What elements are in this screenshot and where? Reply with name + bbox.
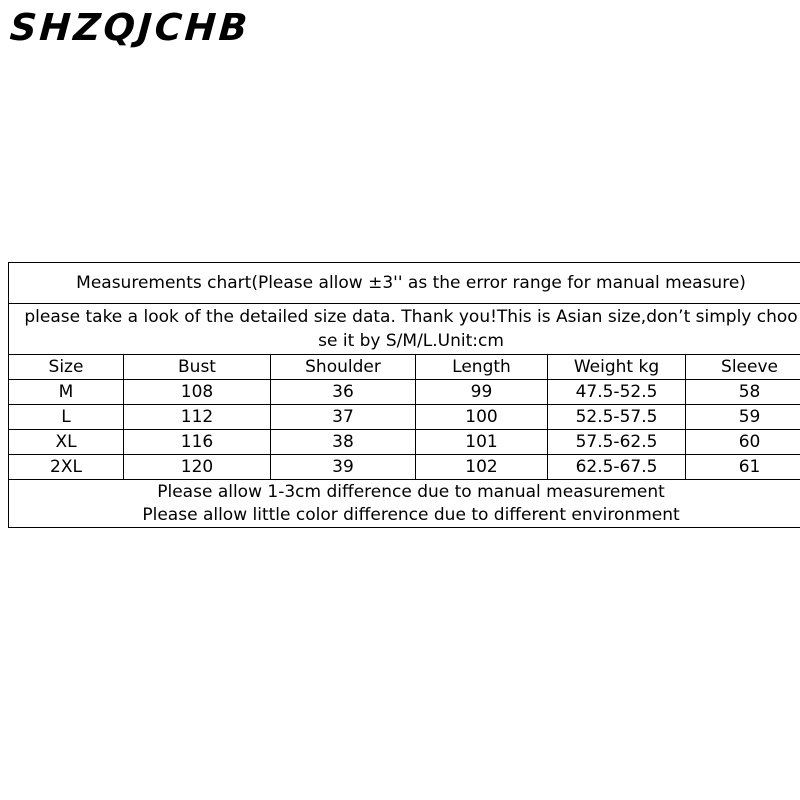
cell-length: 102 bbox=[416, 455, 548, 480]
header-bust: Bust bbox=[124, 355, 271, 380]
cell-shoulder: 38 bbox=[271, 430, 416, 455]
cell-shoulder: 37 bbox=[271, 405, 416, 430]
table-row bbox=[9, 430, 800, 455]
table-intro bbox=[9, 304, 800, 355]
cell-length: 99 bbox=[416, 380, 548, 405]
cell-sleeve: 58 bbox=[686, 380, 800, 405]
table-header-row bbox=[9, 355, 800, 380]
cell-length: 101 bbox=[416, 430, 548, 455]
cell-weight: 47.5-52.5 bbox=[548, 380, 686, 405]
cell-size: XL bbox=[9, 430, 124, 455]
table-title: Measurements chart(Please allow ±3'' as the error range for manual measure) bbox=[9, 263, 800, 304]
table-intro-row bbox=[9, 304, 800, 355]
cell-size: M bbox=[9, 380, 124, 405]
header-size: Size bbox=[9, 355, 124, 380]
cell-sleeve: 59 bbox=[686, 405, 800, 430]
cell-bust: 116 bbox=[124, 430, 271, 455]
cell-size: 2XL bbox=[9, 455, 124, 480]
table-row bbox=[9, 380, 800, 405]
header-weight: Weight kg bbox=[548, 355, 686, 380]
cell-size: L bbox=[9, 405, 124, 430]
header-sleeve: Sleeve bbox=[686, 355, 800, 380]
table-row bbox=[9, 455, 800, 480]
table-title-row bbox=[9, 263, 800, 304]
size-chart-table bbox=[8, 262, 800, 528]
table-notes bbox=[9, 480, 800, 528]
brand-logo-text: SHZQJCHB bbox=[8, 6, 252, 49]
table-intro-text: please take a look of the detailed size data. Thank you!This is Asian size,don’t simply choose it by S/M/L.Unit:cm bbox=[24, 307, 798, 351]
cell-shoulder: 39 bbox=[271, 455, 416, 480]
table-row bbox=[9, 405, 800, 430]
cell-bust: 108 bbox=[124, 380, 271, 405]
cell-weight: 57.5-62.5 bbox=[548, 430, 686, 455]
cell-bust: 120 bbox=[124, 455, 271, 480]
header-shoulder: Shoulder bbox=[271, 355, 416, 380]
cell-sleeve: 61 bbox=[686, 455, 800, 480]
cell-length: 100 bbox=[416, 405, 548, 430]
note-color: Please allow little color difference due to different environment bbox=[142, 504, 680, 525]
cell-weight: 62.5-67.5 bbox=[548, 455, 686, 480]
note-measurement: Please allow 1-3cm difference due to manual measurement bbox=[157, 481, 665, 502]
cell-shoulder: 36 bbox=[271, 380, 416, 405]
table-notes-row bbox=[9, 480, 800, 528]
cell-bust: 112 bbox=[124, 405, 271, 430]
cell-weight: 52.5-57.5 bbox=[548, 405, 686, 430]
cell-sleeve: 60 bbox=[686, 430, 800, 455]
header-length: Length bbox=[416, 355, 548, 380]
